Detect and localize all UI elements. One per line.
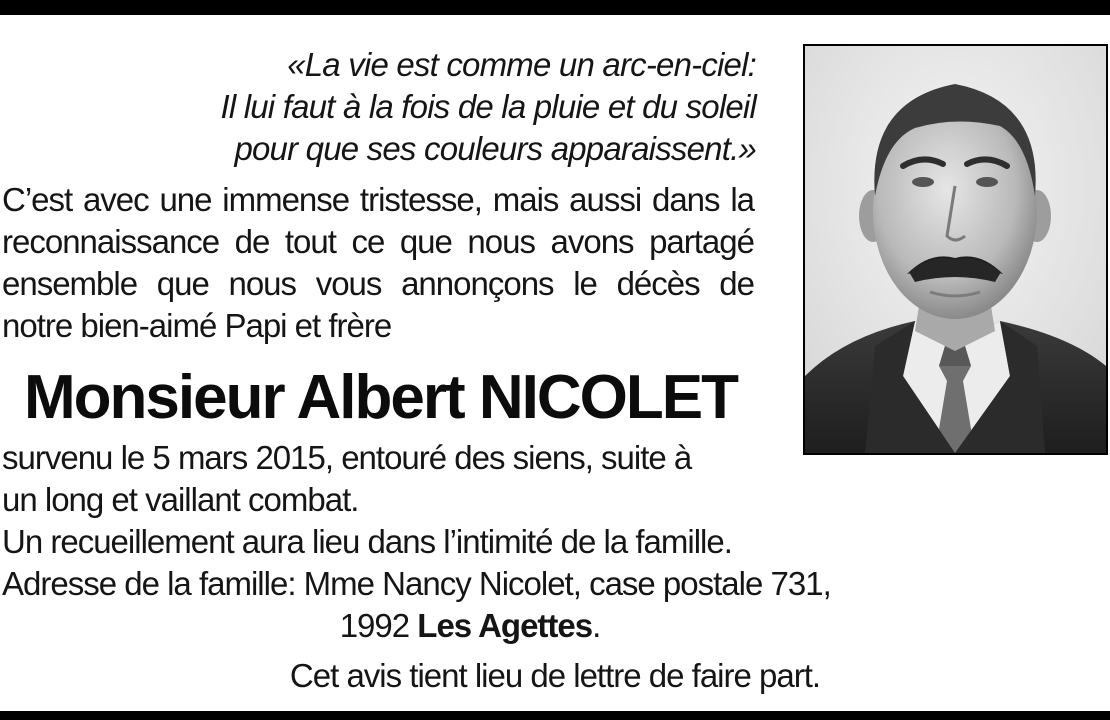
details-line: un long et vaillant combat. — [2, 481, 359, 518]
address-period: . — [592, 607, 601, 644]
closing-notice: Cet avis tient lieu de lettre de faire part. — [289, 657, 821, 694]
announcement-line: reconnaissance de tout ce que nous avons partagé — [2, 223, 754, 260]
quote-line: pour que ses couleurs apparaissent.» — [234, 130, 756, 167]
details-line: Adresse de la famille: Mme Nancy Nicolet, case postale 731, — [2, 565, 831, 602]
town-name: Les Agettes — [417, 607, 593, 644]
announcement-line: ensemble que nous vous annonçons le décès de — [2, 265, 754, 302]
announcement-paragraph — [2, 179, 754, 347]
quote-line: Il lui faut à la fois de la pluie et du soleil — [220, 88, 756, 125]
quote-line: «La vie est comme un arc-en-ciel: — [287, 46, 756, 83]
details-paragraph — [2, 437, 902, 605]
epigraph-quote — [56, 44, 756, 170]
announcement-line: notre bien-aimé Papi et frère — [2, 307, 392, 344]
deceased-name: Monsieur Albert NICOLET — [24, 363, 737, 432]
bottom-border-rule — [0, 711, 1110, 720]
details-line: Un recueillement aura lieu dans l’intimité de la famille. — [2, 523, 732, 560]
portrait-photo-icon — [805, 46, 1106, 453]
announcement-line: C’est avec une immense tristesse, mais aussi dans la — [2, 181, 754, 218]
details-line: survenu le 5 mars 2015, entouré des siens, suite à — [2, 439, 692, 476]
top-border-rule — [0, 0, 1110, 15]
postcode: 1992 — [339, 607, 418, 644]
family-address-town — [0, 605, 940, 647]
portrait-photo — [803, 44, 1108, 455]
